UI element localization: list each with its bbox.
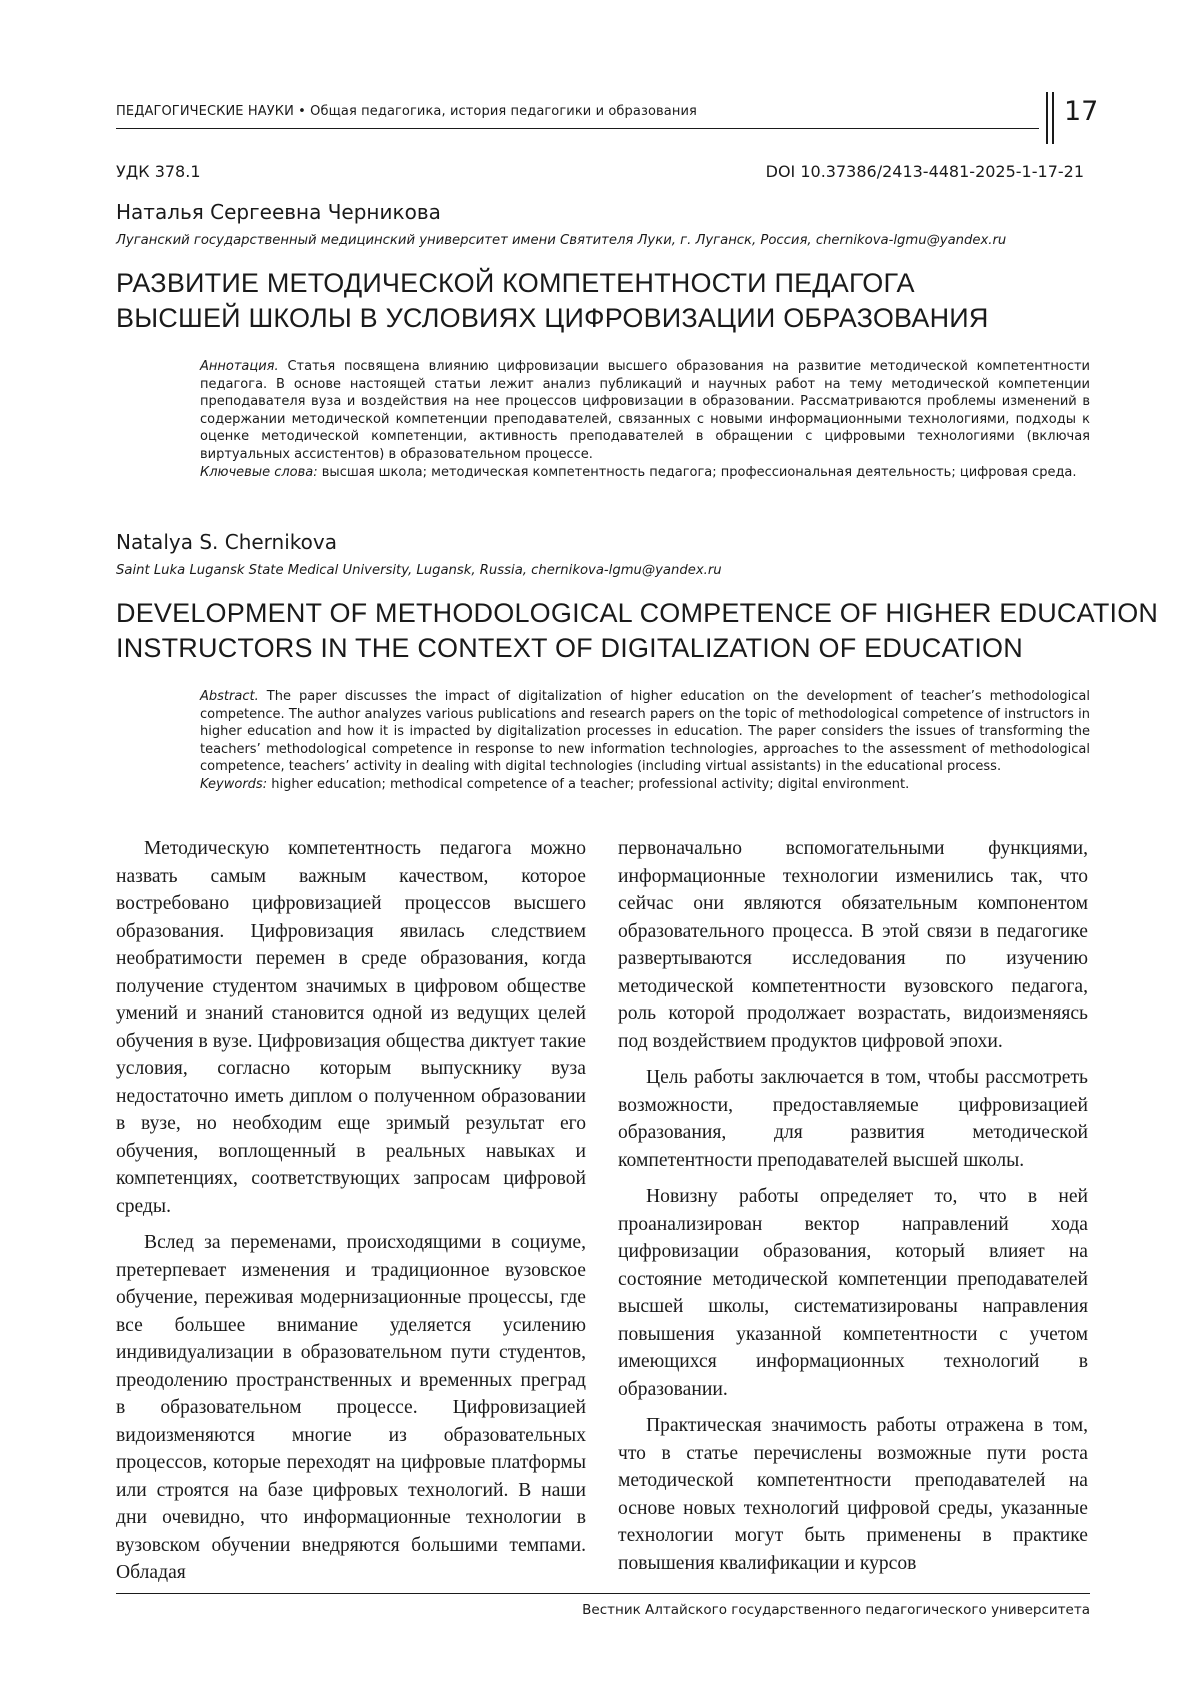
title-line: ВЫСШЕЙ ШКОЛЫ В УСЛОВИЯХ ЦИФРОВИЗАЦИИ ОБРАЗОВАНИЯ xyxy=(116,303,989,333)
header-bullet: • xyxy=(293,104,311,119)
body-paragraph: Цель работы заключается в том, чтобы рассмотреть возможности, предоставляемые цифровизацией образования, для развития методической компетентности преподавателей высшей школы. xyxy=(618,1067,1088,1171)
footer-rule xyxy=(116,1593,1090,1594)
author-name-ru: Наталья Сергеевна Черникова xyxy=(116,200,441,224)
title-line: DEVELOPMENT OF METHODOLOGICAL COMPETENCE OF HIGHER EDUCATION xyxy=(116,598,1159,628)
abstract-en xyxy=(200,688,1090,794)
abstract-ru xyxy=(200,358,1090,481)
affiliation-en: Saint Luka Lugansk State Medical University, Lugansk, Russia, chernikova-lgmu@yandex.ru xyxy=(116,563,722,578)
article-title-en xyxy=(116,596,1159,666)
body-paragraph: первоначально вспомогательными функциями, информационные технологии изменились так, что сейчас они являются обязательным компонентом образовательного процесса. В этой связи в педагогике развертываются исследования по изучению методической компетентности вузовского педагога, роль которой продолжает возрастать, видоизменяясь под воздействием продуктов цифровой эпохи. xyxy=(618,838,1088,1052)
body-paragraph: Практическая значимость работы отражена в том, что в статье перечислены возможные пути роста методической компетентности преподавателей на основе новых технологий цифровой среды, указанные технологии могут быть применены в практике повышения квалификации и курсов xyxy=(618,1415,1088,1574)
title-line: INSTRUCTORS IN THE CONTEXT OF DIGITALIZATION OF EDUCATION xyxy=(116,633,1023,663)
running-header xyxy=(116,104,1036,119)
keywords-label: Keywords: xyxy=(200,776,268,792)
keywords-label: Ключевые слова: xyxy=(200,464,318,480)
journal-name: Вестник Алтайского государственного педагогического университета xyxy=(582,1602,1090,1618)
keywords-text: higher education; methodical competence of a teacher; professional activity; digital environment. xyxy=(267,776,910,792)
header-bar xyxy=(1052,92,1054,144)
abstract-text: The paper discusses the impact of digitalization of higher education on the development of teacher’s methodological competence. The author analyzes various publications and research papers on the topic of methodological competence of instructors in higher education and how it is impacted by digitalization processes in education. The paper considers the issues of transforming the teachers’ methodological competence in response to new information technologies, approaches to the assessment of methodological competence, teachers’ activity in dealing with digital technologies (including virtual assistants) in the educational process. xyxy=(200,689,1090,775)
header-bar xyxy=(1046,92,1048,144)
subsection-name: Общая педагогика, история педагогики и образования xyxy=(310,104,697,119)
abstract-label: Аннотация. xyxy=(200,359,279,374)
body-column-left xyxy=(116,835,586,1587)
header-rule xyxy=(116,128,1039,129)
body-paragraph: Методическую компетентность педагога можно назвать самым важным качеством, которое востребовано цифровизацией процессов высшего образования. Цифровизация явилась следствием необратимости перемен в среде образования, когда получение студентом значимых в цифровом обществе умений и знаний становится одной из ведущих целей обучения в вузе. Цифровизация общества диктует такие условия, согласно которым выпускнику вуза недостаточно иметь диплом о полученном образовании в вузе, но необходим еще зримый результат его обучения, воплощенный в реальных навыках и компетенциях, соответствующих запросам цифровой среды. xyxy=(116,838,586,1217)
body-column-right xyxy=(618,835,1088,1577)
keywords-text: высшая школа; методическая компетентность педагога; профессиональная деятельность; цифровая среда. xyxy=(317,464,1077,480)
title-line: РАЗВИТИЕ МЕТОДИЧЕСКОЙ КОМПЕТЕНТНОСТИ ПЕДАГОГА xyxy=(116,268,915,298)
abstract-text: Статья посвящена влиянию цифровизации высшего образования на развитие методической компетентности педагога. В основе настоящей статьи лежит анализ публикаций и научных работ на тему методической компетенции преподавателя вуза и воздействия на нее процессов цифровизации в образовании. Рассматриваются проблемы изменений в содержании методической компетенции преподавателей, связанных с новыми информационными технологиями, подходы к оценке методической компетенции, активность преподавателей в обращении с цифровыми технологиями (включая виртуальных ассистентов) в образовательном процессе. xyxy=(200,359,1090,462)
doi-link[interactable]: DOI 10.37386/2413-4481-2025-1-17-21 xyxy=(765,162,1084,181)
author-name-en: Natalya S. Chernikova xyxy=(116,530,337,554)
body-paragraph: Новизну работы определяет то, что в ней проанализирован вектор направлений хода цифровизации образования, который влияет на состояние методической компетенции преподавателей высшей школы, систематизированы направления повышения указанной компетентности с учетом имеющихся информационных технологий в образовании. xyxy=(618,1186,1088,1400)
article-title-ru xyxy=(116,266,1116,336)
page-number: 17 xyxy=(1064,96,1099,127)
body-paragraph: Вслед за переменами, происходящими в социуме, претерпевает изменения и традиционное вузовское обучение, переживая модернизационные процессы, где все большее внимание уделяется усилению индивидуализации в образовательном пути студентов, преодолению пространственных и временных преград в образовательном процессе. Цифровизацией видоизменяются многие из образовательных процессов, которые переходят на цифровые платформы или строятся на базе цифровых технологий. В наши дни очевидно, что информационные технологии в вузовском обучении внедряются большими темпами. Обладая xyxy=(116,1232,586,1583)
section-name: ПЕДАГОГИЧЕСКИЕ НАУКИ xyxy=(116,104,294,119)
abstract-label: Abstract. xyxy=(200,689,259,704)
udk-code: УДК 378.1 xyxy=(116,162,201,181)
affiliation-ru: Луганский государственный медицинский университет имени Святителя Луки, г. Луганск, Россия, chernikova-lgmu@yandex.ru xyxy=(116,233,1007,248)
